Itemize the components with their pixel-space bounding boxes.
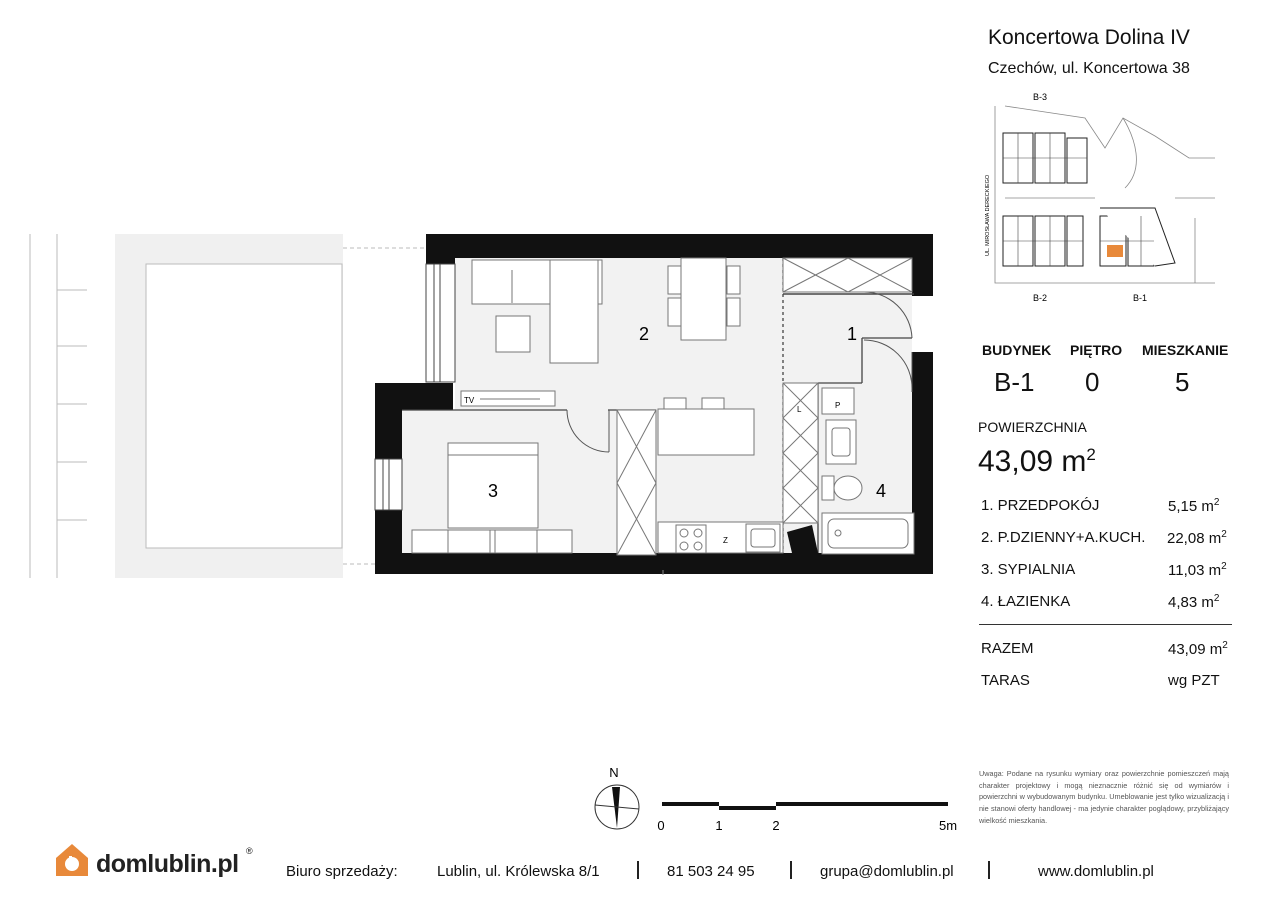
fridge-label: L xyxy=(797,405,802,414)
scale-bar xyxy=(662,802,948,810)
scale-label-0: 0 xyxy=(657,818,665,833)
room-number-3: 3 xyxy=(487,481,499,501)
registered-mark: ® xyxy=(246,846,253,856)
room-number-2: 2 xyxy=(638,324,650,344)
site-street-label: UL. MIROSŁAWA DERECKIEGO xyxy=(985,174,991,256)
area-label: POWIERZCHNIA xyxy=(978,419,1087,435)
brand-name: domlublin.pl xyxy=(96,850,239,878)
building-value: B-1 xyxy=(994,367,1035,397)
apartment-label: MIESZKANIE xyxy=(1142,342,1229,358)
office-address: Lublin, ul. Królewska 8/1 xyxy=(437,863,600,880)
scale-label-5m: 5m xyxy=(938,818,958,833)
tv-label: TV xyxy=(464,396,475,405)
site-label-b3: B-3 xyxy=(1033,92,1048,102)
footer-divider xyxy=(988,861,990,879)
separator xyxy=(979,624,1232,625)
washer-label: P xyxy=(835,401,841,410)
floor-label: PIĘTRO xyxy=(1070,342,1123,358)
site-label-b1: B-1 xyxy=(1133,293,1148,303)
site-label-b2: B-2 xyxy=(1033,293,1048,303)
disclaimer-note: Uwaga: Podane na rysunku wymiary oraz powierzchnie pomieszczeń mają charakter projektowy i mogą nieznacznie różnić się od wymiarów i powierzchni w wybudowanym budynku. Umeblowanie jest tylko wizualizacją i nie stanowi oferty handlowej - ma jedynie charakter poglądowy, przybliżający wielkość mieszkania. xyxy=(979,769,1229,825)
phone-link[interactable]: 81 503 24 95 xyxy=(667,863,755,880)
office-label: Biuro sprzedaży: xyxy=(286,863,398,880)
floor-value: 0 xyxy=(1085,367,1100,397)
compass xyxy=(595,765,639,829)
total-area: 43,09 $m^2$ xyxy=(978,445,1096,478)
dishwasher-label: Z xyxy=(723,536,728,545)
scale-label-1: 1 xyxy=(715,818,723,833)
apartment-highlight xyxy=(1107,245,1123,257)
website-link[interactable]: www.domlublin.pl xyxy=(1038,863,1154,880)
project-address: Czechów, ul. Koncertowa 38 xyxy=(988,60,1190,77)
scale-label-2: 2 xyxy=(772,818,780,833)
building-label: BUDYNEK xyxy=(982,342,1052,358)
site-map xyxy=(975,88,1225,308)
terrace xyxy=(30,234,426,578)
room-number-1: 1 xyxy=(846,324,858,344)
footer-divider xyxy=(790,861,792,879)
room-number-4: 4 xyxy=(875,481,887,501)
compass-north-label: N xyxy=(609,765,619,780)
email-link[interactable]: grupa@domlublin.pl xyxy=(820,863,954,880)
footer-divider xyxy=(637,861,639,879)
project-title: Koncertowa Dolina IV xyxy=(988,26,1190,49)
house-icon xyxy=(52,840,92,880)
apartment-value: 5 xyxy=(1175,367,1190,397)
